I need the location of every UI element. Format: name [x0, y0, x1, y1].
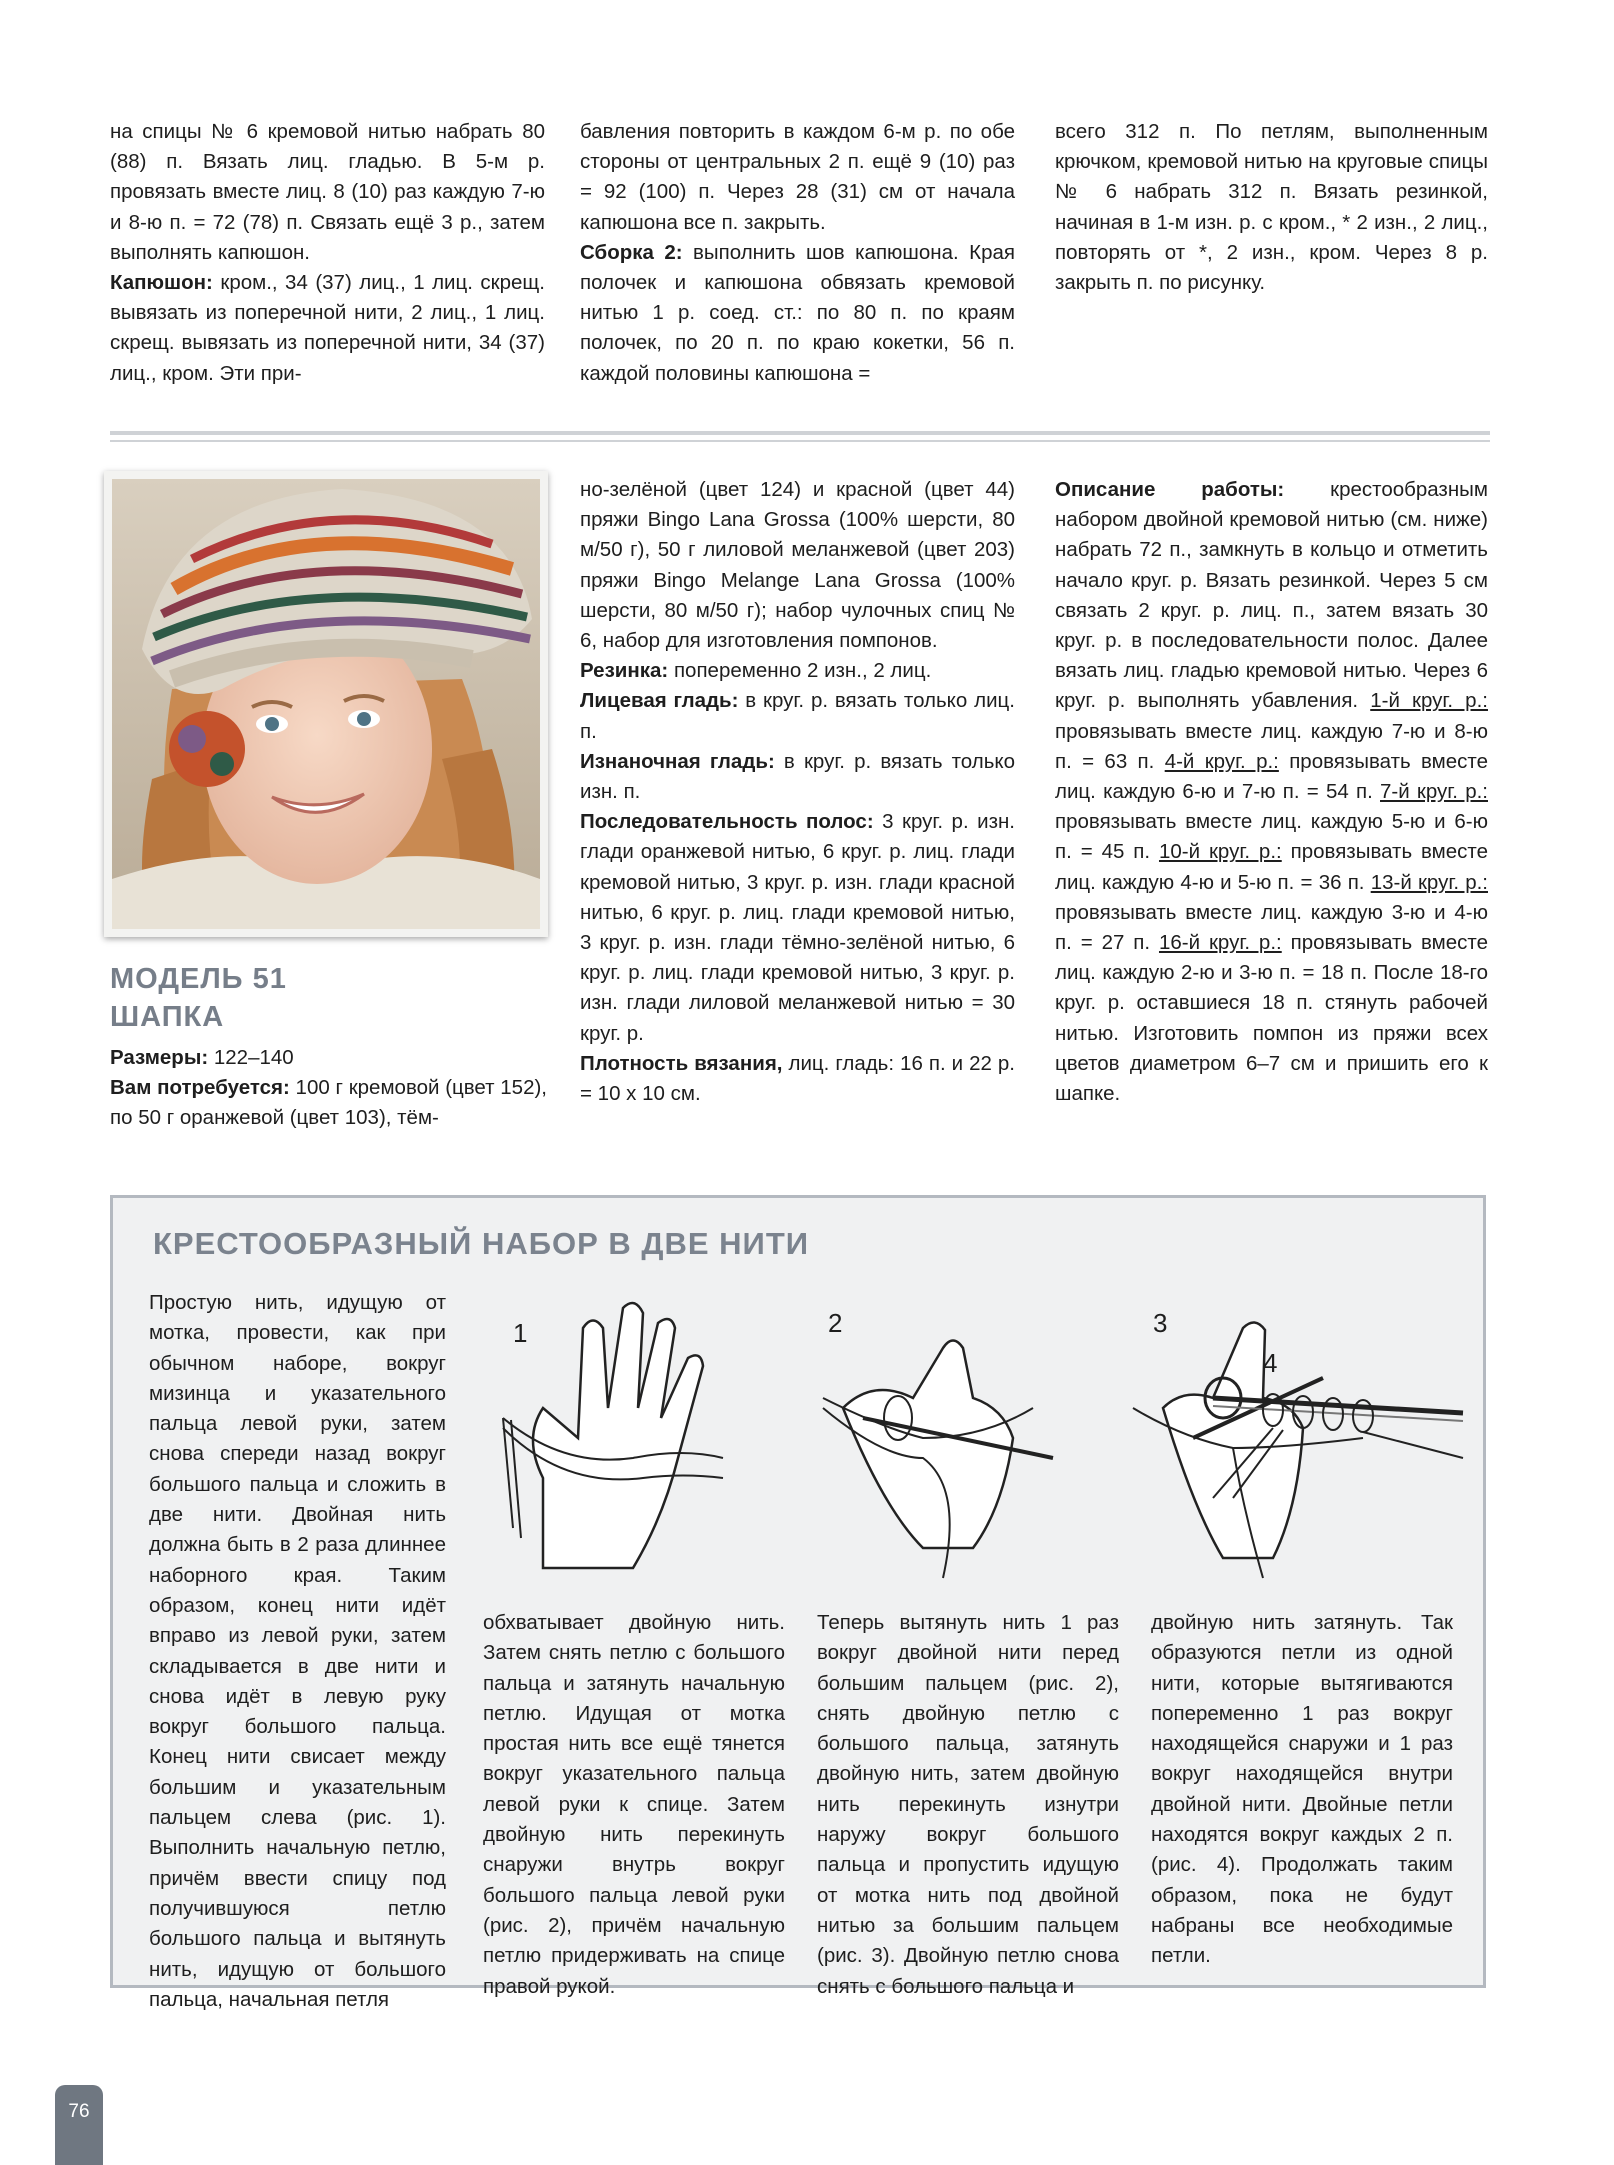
- model-name: ШАПКА: [110, 1001, 225, 1033]
- cast-on-col-4: [1151, 1608, 1453, 1972]
- stripes-text: 3 круг. р. изн. глади оранжевой нитью, 6 круг. р. лиц. глади кремовой нитью, 3 круг. р. изн. глади красной нитью, 6 круг. р. лиц. глади кремовой нитью, 3 круг. р. изн. глади тёмно-зелёной нитью, 6 круг. р. лиц. глади кремовой нитью, 3 круг. р. изн. глади лиловой меланжевой нитью = 30 круг. р.: [580, 810, 1015, 1045]
- materials-label: Вам потребуется:: [110, 1076, 290, 1100]
- cast-on-col3-text: Теперь вытянуть нить 1 раз вокруг двойной нити перед большим пальцем (рис. 2), снять двойную петлю с большого пальца, затянуть двойную нить, затем двойную нить перекинуть изнутри наружу вокруг большого пальца и пропустить идущую от мотка нить под двойной нитью за большим пальцем (рис. 3). Двойную петлю снова снять с большого пальца и: [817, 1611, 1119, 1998]
- rib-paragraph: [580, 656, 1015, 686]
- hood-paragraph: [110, 268, 545, 389]
- sizes-value: 122–140: [213, 1046, 294, 1069]
- cast-on-col-2: [483, 1608, 785, 2002]
- top-col1-intro: на спицы № 6 кремовой нитью набрать 80 (88) п. Вязать лиц. гладью. В 5-м р. провязать вместе лиц. 8 (10) раз каждую 7-ю и 8-ю п. = 72 (78) п. Связать ещё 3 р., затем выполнять капюшон.: [110, 120, 545, 264]
- cast-on-title: КРЕСТООБРАЗНЫЙ НАБОР В ДВЕ НИТИ: [153, 1226, 810, 1261]
- round-4-label: 4-й круг. р.:: [1164, 749, 1279, 773]
- sizes-line: [110, 1043, 547, 1073]
- section-divider: [110, 431, 1490, 435]
- stockinette-label: Лицевая гладь:: [580, 689, 739, 713]
- hood-text: кром., 34 (37) лиц., 1 лиц. скрещ. вывязать из поперечной нити, 2 лиц., 1 лиц. скрещ. вывязать из поперечной нити, 34 (37) лиц., кром. Эти при-: [110, 271, 545, 385]
- round-13-label: 13-й круг. р.:: [1370, 870, 1488, 894]
- rib-text: попеременно 2 изн., 2 лиц.: [673, 659, 932, 683]
- cast-on-col1-text: Простую нить, идущую от мотка, провести, как при обычном наборе, вокруг мизинца и указательного пальца левой руки, затем снова спереди назад вокруг большого пальца и сложить в две нити. Двойная нить должна быть в 2 раза длиннее наборного края. Таким образом, конец нити идёт вправо из левой руки, затем складывается в две нити и снова идёт в левую руку вокруг большого пальца. Конец нити свисает между большим и указательным пальцем слева (рис. 1). Выполнить начальную петлю, причём ввести спицу под получившуюся петлю большого пальца и вытянуть нить, идущую от большого пальца, начальная петля: [149, 1291, 446, 2011]
- stripes-label: Последовательность полос:: [580, 810, 874, 834]
- stripes-paragraph: [580, 807, 1015, 1049]
- round-16-label: 16-й круг. р.:: [1158, 931, 1282, 955]
- hand-figure-2-icon: [803, 1288, 1083, 1588]
- girl-in-striped-hat-image: [112, 479, 540, 929]
- hood-label: Капюшон:: [110, 271, 213, 295]
- figure-3-label: 3: [1153, 1308, 1168, 1338]
- round-4-text: провязывать вместе лиц. каждую 6-ю и 7-ю п. = 54 п.: [1055, 749, 1488, 804]
- page-number: 76: [68, 2101, 90, 2122]
- cast-on-col-3: [817, 1608, 1119, 2002]
- round-10-label: 10-й круг. р.:: [1158, 840, 1282, 864]
- top-col3-text: всего 312 п. По петлям, выполненным крючком, кремовой нитью на круговые спицы № 6 набрать 312 п. Вязать резинкой, начиная в 1-м изн. р. с кром., * 2 изн., 2 лиц., повторять от *, 2 изн., кром. Через 8 р. закрыть п. по рисунку.: [1055, 120, 1488, 295]
- figure-1-label: 1: [513, 1318, 528, 1348]
- rib-label: Резинка:: [580, 659, 669, 683]
- materials-text: 100 г кремовой (цвет 152), по 50 г оранжевой (цвет 103), тём-: [110, 1076, 547, 1130]
- assembly-text: выполнить шов капюшона. Края полочек и капюшона обвязать кремовой нитью 1 р. соед. ст.: по 80 п. по краям полочек, по 20 п. по краю кокетки, 56 п. каждой половины капюшона =: [580, 240, 1015, 385]
- round-13-text: провязывать вместе лиц. каждую 3-ю и 4-ю п. = 27 п.: [1055, 900, 1488, 955]
- model-title: [110, 960, 287, 1036]
- reverse-label: Изнаночная гладь:: [580, 749, 775, 773]
- round-7-label: 7-й круг. р.:: [1380, 780, 1488, 804]
- top-col-3: [1055, 117, 1488, 298]
- round-1-label: 1-й круг. р.:: [1370, 689, 1488, 713]
- mid-col-3: [1055, 475, 1488, 1109]
- section-divider-thin: [110, 440, 1490, 442]
- figure-4: [1193, 1348, 1473, 1548]
- page-number-tab: [55, 2085, 103, 2165]
- figure-2-label: 2: [828, 1308, 843, 1338]
- cast-on-col-1: [149, 1288, 446, 2015]
- sizes-label: Размеры:: [110, 1046, 209, 1069]
- reverse-text: в круг. р. вязать только изн. п.: [580, 749, 1016, 804]
- gauge-paragraph: [580, 1049, 1015, 1109]
- round-1-text: провязывать вместе лиц. каждую 7-ю и 8-ю п. = 63 п.: [1055, 719, 1488, 773]
- round-7-text: провязывать вместе лиц. каждую 5-ю и 6-ю п. = 45 п.: [1055, 810, 1488, 864]
- gauge-label: Плотность вязания,: [580, 1051, 783, 1075]
- cast-on-col4-text: двойную нить затянуть. Так образуются петли из одной нити, которые вытягиваются попеременно 1 раз вокруг находящейся снаружи и 1 раз вокруг находящейся внутри двойной нити. Двойные петли находятся вокруг каждых 2 п. (рис. 4). Продолжать таким образом, пока не будут набраны все необходимые петли.: [1151, 1611, 1453, 1968]
- model-number: МОДЕЛЬ 51: [110, 963, 287, 995]
- round-10-text: провязывать вместе лиц. каждую 4-ю и 5-ю п. = 36 п.: [1055, 840, 1488, 894]
- gauge-text: лиц. гладь: 16 п. и 22 р. = 10 х 10 см.: [580, 1051, 1015, 1106]
- needle-figure-4-icon: [1193, 1348, 1473, 1548]
- figure-1: [483, 1288, 753, 1588]
- figure-4-label: 4: [1263, 1348, 1278, 1378]
- description-text: крестообразным набором двойной кремовой нитью (см. ниже) набрать 72 п., замкнуть в кольцо и отметить начало круг. р. Вязать резинкой. Через 5 см связать 2 круг. р. лиц. п., затем вязать 30 круг. р. в последовательности полос. Далее вязать лиц. гладью кремовой нитью. Через 6 круг. р. выполнять убавления.: [1055, 478, 1488, 713]
- stockinette-paragraph: [580, 686, 1015, 746]
- cast-on-box: [110, 1195, 1486, 2011]
- stockinette-text: в круг. р. вязать только лиц. п.: [580, 689, 1015, 743]
- figure-2: [803, 1288, 1083, 1588]
- description-label: Описание работы:: [1055, 478, 1285, 501]
- cast-on-col2-text: обхватывает двойную нить. Затем снять петлю с большого пальца и затянуть начальную петлю. Идущая от мотка простая нить все ещё тянется вокруг указательного пальца левой руки к спице. Затем двойную нить перекинуть снаружи внутрь вокруг большого пальца левой руки (рис. 2), причём начальную петлю придерживать на спице правой рукой.: [483, 1611, 785, 1998]
- description-paragraph: [1055, 475, 1488, 1109]
- top-col-1: [110, 117, 545, 389]
- assembly-paragraph: [580, 238, 1015, 389]
- round-16-text: провязывать вместе лиц. каждую 2-ю и 3-ю п. = 18 п. После 18-го круг. р. оставшиеся 18 п. стянуть рабочей нитью. Изготовить помпон из пряжи всех цветов диаметром 6–7 см и пришить его к шапке.: [1055, 931, 1488, 1106]
- reverse-paragraph: [580, 747, 1015, 807]
- assembly-label: Сборка 2:: [580, 240, 683, 264]
- top-col-2: [580, 117, 1015, 389]
- mid-col-2: [580, 475, 1015, 1109]
- materials-line: [110, 1073, 547, 1133]
- materials-continued: но-зелёной (цвет 124) и красной (цвет 44) пряжи Bingo Lana Grossa (100% шерсти, 80 м/50 г), 50 г лиловой меланжевой (цвет 203) пряжи Bingo Melange Lana Grossa (100% шерсти, 80 м/50 г); набор чулочных спиц № 6, набор для изготовления помпонов.: [580, 478, 1015, 653]
- top-col2-text: бавления повторить в каждом 6-м р. по обе стороны от центральных 2 п. ещё 9 (10) раз = 92 (100) п. Через 28 (31) см от начала капюшона все п. закрыть.: [580, 120, 1015, 234]
- model-photo: [104, 471, 548, 937]
- model-info: [110, 1043, 547, 1134]
